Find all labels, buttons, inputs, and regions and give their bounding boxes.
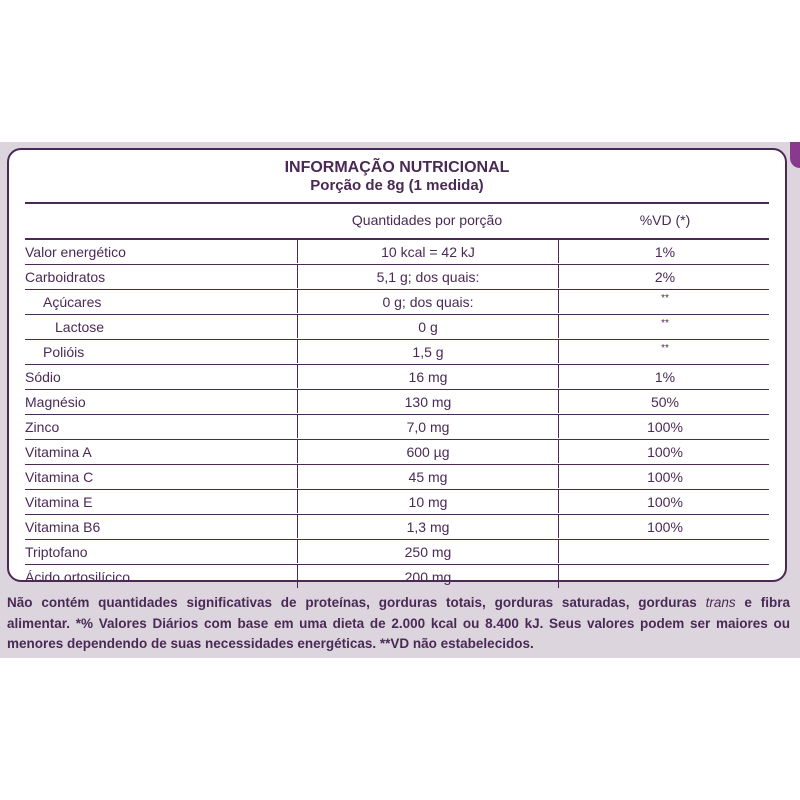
nutrient-vd: 2% [654, 269, 676, 285]
table-title: INFORMAÇÃO NUTRICIONAL [284, 159, 510, 176]
nutrient-name: Vitamina A [25, 444, 92, 460]
footnote-trans: trans [705, 595, 736, 610]
nutrient-vd: 1% [654, 369, 676, 385]
nutrient-quantity: 0 g; dos quais: [297, 290, 559, 313]
nutrient-quantity: 5,1 g; dos quais: [297, 265, 559, 288]
nutrient-quantity: 45 mg [297, 465, 559, 488]
nutrient-quantity: 200 mg [297, 565, 559, 588]
nutrient-name: Triptofano [25, 544, 88, 560]
nutrient-vd: 100% [647, 519, 683, 535]
column-header-quantity: Quantidades por porção [351, 212, 503, 228]
nutrient-quantity: 250 mg [297, 540, 559, 563]
nutrient-name: Valor energético [25, 244, 126, 260]
nutrient-vd: 100% [647, 444, 683, 460]
table-row [25, 515, 769, 540]
footnote [7, 593, 790, 655]
nutrient-name: Magnésio [25, 394, 86, 410]
table-row [25, 240, 769, 265]
nutrient-name: Sódio [25, 369, 61, 385]
footnote-text-1: Não contém quantidades significativas de proteínas, gorduras totais, gorduras saturadas, gorduras [7, 595, 706, 610]
nutrient-quantity: 10 kcal = 42 kJ [297, 240, 559, 263]
nutrient-vd: ** [661, 318, 669, 329]
nutrient-vd: ** [661, 293, 669, 304]
nutrient-name: Zinco [25, 419, 60, 435]
table-row [25, 390, 769, 415]
nutrient-vd: 100% [647, 494, 683, 510]
nutrient-vd: 1% [654, 244, 676, 260]
serving-size: Porção de 8g (1 medida) [310, 177, 484, 194]
nutrient-quantity: 130 mg [297, 390, 559, 413]
footnote-text-2: e fibra alimentar. *% Valores Diários com base em uma dieta de 2.000 kcal ou 8.400 kJ. Seus valores podem ser maiores ou menores dependendo de suas necessidades energéticas. **VD não estabelecidos. [7, 595, 790, 651]
nutrient-name: Vitamina C [25, 469, 94, 485]
nutrient-vd: 50% [650, 394, 680, 410]
table-row [25, 365, 769, 390]
nutrition-table [7, 148, 787, 585]
nutrient-name: Polióis [43, 344, 85, 360]
nutrient-vd: ** [661, 343, 669, 354]
nutrient-quantity: 1,3 mg [297, 515, 559, 538]
nutrient-quantity: 600 µg [297, 440, 559, 463]
table-row [25, 565, 769, 589]
nutrient-quantity: 0 g [297, 315, 559, 338]
nutrient-name: Açúcares [43, 294, 102, 310]
table-row [25, 415, 769, 440]
table-row [25, 315, 769, 340]
table-row [25, 440, 769, 465]
nutrient-vd: 100% [647, 469, 683, 485]
table-row [25, 340, 769, 365]
table-row [25, 290, 769, 315]
table-row [25, 265, 769, 290]
table-row [25, 540, 769, 565]
column-header [25, 208, 769, 234]
divider-top [25, 202, 769, 204]
nutrient-name: Vitamina E [25, 494, 93, 510]
nutrient-vd: 100% [647, 419, 683, 435]
table-rows [25, 240, 769, 589]
nutrient-name: Lactose [55, 319, 105, 335]
nutrient-name: Carboidratos [25, 269, 106, 285]
nutrient-quantity: 10 mg [297, 490, 559, 513]
nutrient-quantity: 16 mg [297, 365, 559, 388]
table-row [25, 465, 769, 490]
nutrient-quantity: 7,0 mg [297, 415, 559, 438]
column-header-vd: %VD (*) [639, 212, 691, 228]
table-row [25, 490, 769, 515]
nutrient-quantity: 1,5 g [297, 340, 559, 363]
nutrient-name: Vitamina B6 [25, 519, 101, 535]
accent-corner [790, 142, 800, 168]
nutrient-name: Ácido ortosilícico [25, 569, 131, 585]
